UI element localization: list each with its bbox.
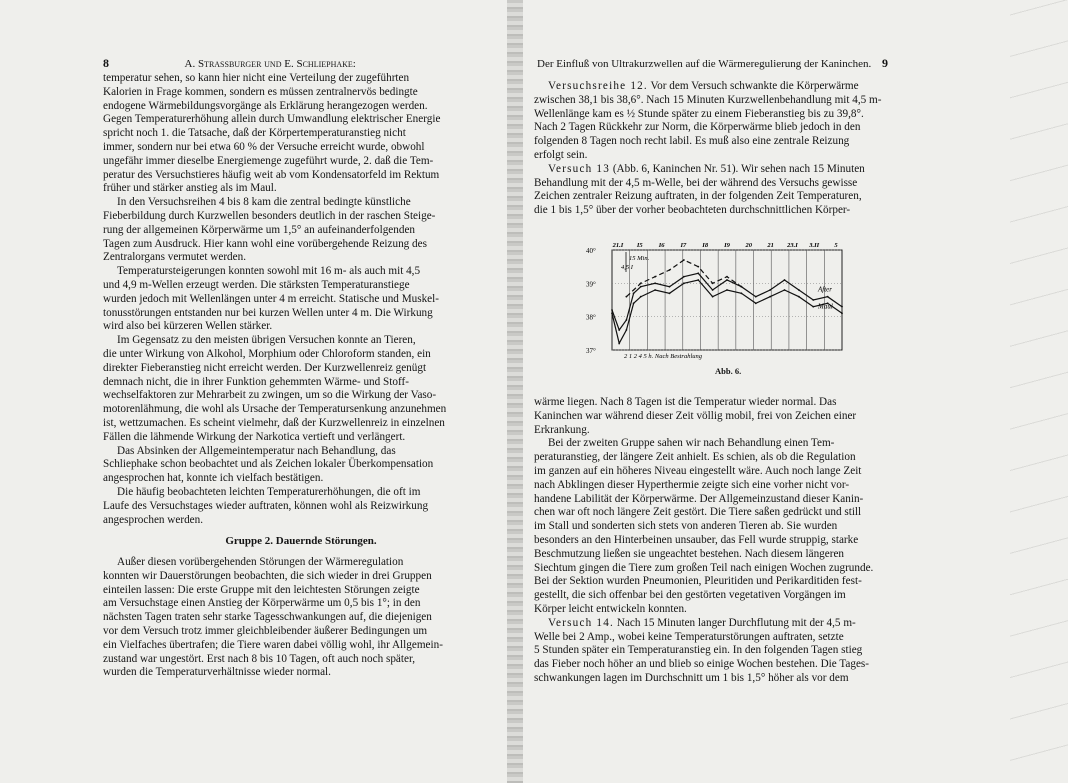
treatment-annotation-wavelength: 4,5 I	[621, 264, 633, 271]
left-line: In den Versuchsreihen 4 bis 8 kam die zentral bedingte künstliche	[117, 196, 411, 209]
left-line: Fällen die lähmende Wirkung der Narkotica vertieft und verlängert.	[103, 430, 406, 443]
left-page	[0, 0, 515, 783]
left-line: Gegen Temperaturerhöhung allein durch Umwandlung elektrischer Energie	[103, 113, 441, 126]
chart-frame	[612, 250, 842, 350]
right-bottom-paragraph	[534, 617, 931, 686]
left-line: motorenlähmung, die wohl als Ursache der Temperatursenkung anzunehmen	[103, 403, 447, 416]
left-running-head	[103, 56, 356, 71]
top-date-label: 23.I	[787, 242, 798, 249]
right-bottom-line: besonders an den Hinterbeinen unsauber, das Fell wurde struppig, starke	[534, 533, 859, 546]
right-running-title: Der Einfluß von Ultrakurzwellen auf die Wärmeregulierung der Kaninchen.	[537, 58, 872, 70]
data-point	[726, 289, 728, 291]
right-bottom-line: Bei der Sektion wurden Pneumonien, Pleuritiden und Perikarditiden fest-	[534, 575, 862, 588]
right-top-lead: Versuchsreihe 12.	[548, 80, 648, 92]
legend-label-maul: Maul	[818, 302, 833, 311]
data-point	[683, 276, 685, 278]
left-paragraph	[103, 265, 499, 334]
right-bottom-line: Welle bei 2 Amp., wobei keine Temperaturstörungen auftraten, setzte	[534, 630, 844, 643]
data-point	[633, 302, 635, 304]
data-point	[784, 289, 786, 291]
right-top-line: die 1 bis 1,5° über der vorher beobachteten durchschnittlichen Körper-	[534, 204, 851, 217]
data-point	[683, 259, 685, 261]
data-point	[640, 286, 642, 288]
right-bottom-line: Körper leicht entwickeln konnten.	[534, 602, 687, 615]
data-point	[841, 312, 843, 314]
right-bottom-line: Erkrankung.	[534, 423, 590, 436]
right-bottom-line: im Stall und sonderten sich stets von anderen Tieren ab. Sie wurden	[534, 520, 838, 533]
left-folio: 8	[103, 56, 109, 70]
data-point	[740, 292, 742, 294]
left-line: direkter Fieberanstieg nicht erreicht werden. Der Kurzwellenreiz genügt	[103, 361, 427, 374]
right-bottom-line: im ganzen auf ein höheres Niveau eingestellt wäre. Auch noch lange Zeit	[534, 464, 862, 477]
left-line: angesprochen werden.	[103, 513, 204, 526]
left-section-line: Außer diesen vorübergehenden Störungen der Wärmeregulation	[117, 556, 404, 569]
left-section-paragraph	[103, 556, 499, 680]
left-line: temperatur sehen, so kann hier nicht eine Verteilung der zugeführten	[103, 72, 410, 84]
data-point	[812, 299, 814, 301]
data-point	[755, 302, 757, 304]
left-section-line: ein Vielfaches übertrafen; die Tiere waren dabei völlig wohl, ihr Allgemein-	[103, 638, 443, 651]
data-point	[618, 342, 620, 344]
right-bottom-line: peraturanstieg, der längere Zeit anhielt. Es schien, als ob die Regulation	[534, 451, 856, 464]
right-top-line: zwischen 38,1 bis 38,6°. Nach 15 Minuten Kurzwellenbehandlung mit 4,5 m-	[534, 93, 882, 106]
right-top-line: Nach 2 Tagen Rückkehr zur Norm, die Körperwärme blieb jedoch in den	[534, 121, 861, 134]
left-paragraph	[103, 445, 499, 486]
top-date-label: I7	[680, 242, 687, 249]
data-point	[769, 289, 771, 291]
left-paragraph	[103, 334, 499, 444]
left-line: Tagen zum Ausdruck. Hier kann wohl eine vorübergehende Reizung des	[103, 237, 427, 250]
left-line: ist, wettzumachen. Es scheint vielmehr, daß der Kurzwellenreiz in einzelnen	[103, 416, 445, 429]
left-running-title: A. Strassburger und E. Schliephake:	[184, 58, 356, 70]
right-top-line: Zeichen zentraler Reizung auftraten, in der folgenden Zeit Temperaturen,	[534, 190, 862, 203]
data-point	[625, 329, 627, 331]
right-top-line-text: (Abb. 6, Kaninchen Nr. 51). Wir sehen nach 15 Minuten	[610, 162, 865, 175]
data-point	[669, 292, 671, 294]
temperature-chart	[584, 238, 874, 360]
legend-label-after: After	[818, 285, 832, 294]
right-top-line: erfolgt sein.	[534, 148, 588, 161]
left-line: peratur des Versuchstieres häufig weit ab vom Kondensatorfeld im Rektum	[103, 168, 440, 181]
top-date-label: I8	[702, 242, 709, 249]
data-point	[726, 276, 728, 278]
right-page	[523, 0, 1068, 783]
right-text-column-top	[534, 80, 931, 218]
right-running-head	[537, 56, 888, 71]
left-text-column	[103, 72, 499, 680]
data-point	[798, 289, 800, 291]
left-line: wechselfaktoren zur Mehrarbeit zu zwingen, um so die Wirkung der Vaso-	[103, 389, 437, 402]
data-point	[654, 289, 656, 291]
left-line: demnach nicht, die in ihrer Funktion gehemmten Wärme- und Stoff-	[103, 375, 409, 388]
left-line: Die häufig beobachteten leichten Temperaturerhöhungen, die oft im	[117, 485, 421, 498]
left-line: wurden jedoch mit Wellenlängen unter 4 m erreicht. Statische und Muskel-	[103, 292, 439, 305]
top-date-label: 21.I	[612, 242, 624, 249]
right-top-line: folgenden 8 Tagen noch recht labil. Es muß also eine zentrale Reizung	[534, 135, 850, 148]
left-line: ungefähr immer dieselbe Energiemenge zugeführt wurde, 2. daß die Tem-	[103, 154, 434, 167]
left-line: die unter Wirkung von Alkohol, Morphium oder Chloroform standen, ein	[103, 347, 431, 360]
right-top-lead: Versuch 13	[548, 162, 611, 175]
data-point	[812, 306, 814, 308]
data-point	[740, 286, 742, 288]
left-line: Fieberbildung durch Kurzwellen besonders deutlich in der raschen Steige-	[103, 209, 436, 222]
right-bottom-paragraph	[534, 396, 931, 437]
data-point	[611, 312, 613, 314]
data-point	[669, 286, 671, 288]
data-point	[654, 276, 656, 278]
figure-caption: Abb. 6.	[715, 366, 742, 376]
left-section-line: am Versuchstage einen Anstieg der Körperwärme um 0,5 bis 1°; in den	[103, 597, 421, 610]
left-line: und 4,9 m-Wellen erzeugt werden. Die stärksten Temperaturanstiege	[103, 278, 410, 291]
right-top-line	[534, 163, 931, 177]
left-line: Temperatursteigerungen konnten sowohl mit 16 m- als auch mit 4,5	[117, 265, 421, 278]
right-bottom-line: Kaninchen war während dieser Zeit völlig mobil, frei von Zeichen einer	[534, 409, 857, 422]
top-date-label: I6	[658, 242, 665, 249]
data-point	[654, 282, 656, 284]
y-tick-label: 39°	[586, 280, 596, 289]
data-point	[827, 296, 829, 298]
left-line: angesprochen hat, konnte ich vielfach bestätigen.	[103, 472, 324, 485]
data-point	[755, 296, 757, 298]
top-date-label: 20	[745, 242, 753, 249]
hours-annotation: 2 1 2 4 5 h. Nach Bestrahlung	[624, 353, 702, 360]
left-section-line: einteilen lassen: Die erste Gruppe mit den leichtesten Störungen zeigte	[103, 583, 420, 596]
right-bottom-line: gestellt, die sich offenbar bei den gestörten vegetativen Vorgängen im	[534, 589, 846, 602]
section-heading: Gruppe 2. Dauernde Störungen.	[225, 535, 377, 548]
treatment-annotation: 15 Min.	[629, 255, 650, 262]
right-bottom-line: Siechtum gingen die Tiere zum großen Teil nach einigen Wochen zugrunde.	[534, 561, 874, 574]
data-point	[625, 296, 627, 298]
right-top-line-text: Vor dem Versuch schwankte die Körperwärme	[647, 80, 859, 92]
data-point	[640, 296, 642, 298]
data-point	[633, 292, 635, 294]
data-point	[769, 296, 771, 298]
right-bottom-paragraph	[534, 437, 931, 616]
right-bottom-line: 5 Stunden später ein Temperaturanstieg ein. In den folgenden Tagen stieg	[534, 644, 863, 657]
left-line: Schliephake schon beobachtet und als Zeichen lokaler Überkompensation	[103, 458, 434, 471]
data-point	[611, 309, 613, 311]
right-top-line	[534, 80, 931, 94]
data-point	[625, 319, 627, 321]
right-bottom-line: das Fieber noch höher an und blieb so einige Wochen bestehen. Die Tages-	[534, 658, 869, 671]
right-top-line: Behandlung mit der 4,5 m-Welle, bei der während des Versuchs gewisse	[534, 176, 858, 189]
data-point	[841, 306, 843, 308]
left-paragraph	[103, 72, 499, 196]
data-point	[683, 282, 685, 284]
left-line: Laufe des Versuchstages wieder auftraten, können wohl als Reizwirkung	[103, 499, 429, 512]
right-bottom-line: schwankungen lagen im Durchschnitt um 1 bis 1,5° höher als vor dem	[534, 671, 849, 684]
top-date-label: 21	[767, 242, 774, 249]
left-section-line: wurden die Temperaturverhältnisse wieder normal.	[103, 666, 331, 679]
left-section-line: zustand war ungestört. Erst nach 8 bis 10 Tagen, oft auch noch später,	[103, 652, 416, 665]
right-bottom-line: wärme liegen. Nach 8 Tagen ist die Temperatur wieder normal. Das	[534, 396, 837, 408]
left-paragraph	[103, 486, 499, 527]
right-top-paragraph	[534, 163, 931, 218]
y-tick-label: 37°	[586, 347, 596, 355]
left-line: immer, sondern nur bei etwa 60 % der Versuche erreicht wurde, obwohl	[103, 140, 425, 153]
data-point	[640, 282, 642, 284]
right-top-line: Wellenlänge kam es ½ Stunde später zu einem Fieberanstieg bis zu 39,8°.	[534, 107, 864, 120]
series-line-after	[612, 273, 842, 330]
left-section-line: nächsten Tagen traten sehr starke Tagesschwankungen auf, die diejenigen	[103, 611, 432, 624]
data-point	[618, 329, 620, 331]
left-line: wird also bei kürzeren Wellen stärker.	[103, 320, 273, 333]
top-date-label: I9	[724, 242, 730, 249]
right-top-paragraph	[534, 80, 931, 163]
data-point	[712, 282, 714, 284]
right-bottom-line: handene Labilität der Körperwärme. Der Allgemeinzustand dieser Kanin-	[534, 492, 864, 505]
left-line: Das Absinken der Allgemeintemperatur nach Behandlung, das	[117, 444, 396, 457]
data-point	[798, 296, 800, 298]
data-point	[712, 289, 714, 291]
right-bottom-line-text: Nach 15 Minuten langer Durchflutung mit der 4,5 m-	[614, 616, 856, 629]
data-point	[669, 269, 671, 271]
left-line: Kalorien in Frage kommen, sondern es müssen zentralnervös bedingte	[103, 85, 418, 98]
left-line: rung der allgemeinen Körperwärme um 1,5° an aufeinanderfolgenden	[103, 223, 416, 236]
right-bottom-line: Bei der zweiten Gruppe sahen wir nach Behandlung einen Tem-	[548, 437, 835, 450]
left-line: früher und stärker anstieg als im Maul.	[103, 182, 277, 195]
right-bottom-lead: Versuch 14.	[548, 616, 615, 629]
y-tick-label: 40°	[586, 247, 596, 255]
data-point	[697, 266, 699, 268]
top-date-label: I5	[636, 242, 643, 249]
data-point	[697, 272, 699, 274]
y-tick-label: 38°	[586, 313, 596, 322]
right-folio: 9	[882, 56, 888, 70]
data-point	[784, 279, 786, 281]
left-section-line: konnten wir Dauerstörungen beobachten, die sich wieder in drei Gruppen	[103, 569, 432, 582]
right-text-column-bottom	[534, 396, 931, 686]
data-point	[697, 279, 699, 281]
scan-edge-noise	[1010, 0, 1068, 783]
left-line: tonusstörungen entstanden nur bei kurzen Wellen unter 4 m. Die Wirkung	[103, 306, 433, 319]
left-line: Im Gegensatz zu den meisten übrigen Versuchen konnte an Tieren,	[117, 334, 416, 347]
left-paragraph	[103, 196, 499, 265]
right-bottom-line: chen war oft noch längere Zeit gestört. Die Tiere saßen gedrückt und still	[534, 506, 862, 519]
left-section-line: vor dem Versuch trotz immer gleichbleibender äußerer Bedingungen um	[103, 625, 428, 638]
data-point	[712, 296, 714, 298]
right-bottom-line	[534, 617, 931, 631]
right-bottom-line: Beschmutzung ließen sie ungeachtet bestehen. Nach diesem längeren	[534, 547, 845, 560]
top-date-label: 5	[834, 242, 838, 249]
data-point	[726, 279, 728, 281]
left-line: Zentralorgans vermutet werden.	[103, 251, 247, 264]
top-date-label: 3.II	[809, 242, 820, 249]
right-bottom-line: nach Abklingen dieser Hyperthermie zeigte sich eine vorher nicht vor-	[534, 478, 850, 491]
left-line: endogene Wärmebildungsvorgänge als Erklärung herangezogen werden.	[103, 99, 428, 112]
left-line: spricht noch 1. die Tatsache, daß der Körpertemperaturanstieg nicht	[103, 127, 406, 140]
